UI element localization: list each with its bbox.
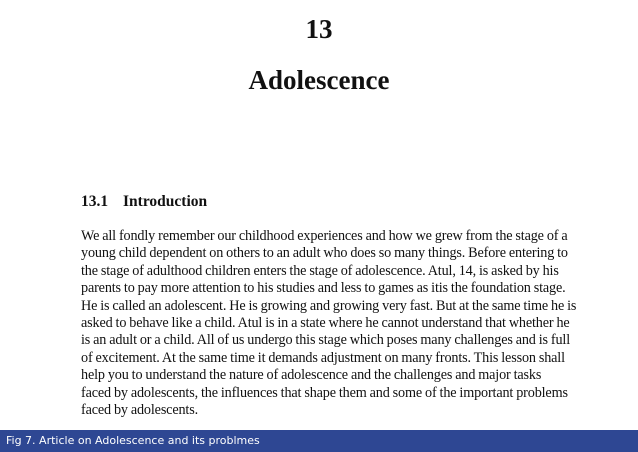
paragraph-line: faced by adolescents. <box>81 402 198 419</box>
paragraph-line: young child dependent on others to an adult who does so many things. Before entering to <box>81 245 568 262</box>
paragraph-line: We all fondly remember our childhood experiences and how we grew from the stage of a <box>81 228 568 244</box>
paragraph-line: asked to behave like a child. Atul is in a state where he cannot understand that whether he <box>81 315 570 332</box>
paragraph-line: of excitement. At the same time it demands adjustment on many fronts. This lesson shall <box>81 349 565 366</box>
section-number: 13.1 <box>81 193 109 210</box>
paragraph-line: He is called an adolescent. He is growing and growing very fast. But at the same time he is <box>81 297 577 314</box>
chapter-title: Adolescence <box>248 65 390 95</box>
paragraph-line: faced by adolescents, the influences that shape them and some of the important problems <box>81 384 568 401</box>
caption-bar <box>0 430 638 452</box>
paragraph-line: the stage of adulthood children enters the stage of adolescence. Atul, 14, is asked by his <box>81 262 559 279</box>
section-heading <box>81 192 207 212</box>
section-title: Introduction <box>123 193 208 210</box>
chapter-number: 13 <box>305 14 333 44</box>
figure-caption: Fig 7. Article on Adolescence and its problmes <box>6 434 260 447</box>
paragraph-line: parents to pay more attention to his studies and less to games as itis the foundation stage. <box>81 280 566 297</box>
body-paragraph <box>81 228 581 419</box>
paragraph-line: is an adult or a child. All of us undergo this stage which poses many challenges and is full <box>81 332 571 349</box>
paragraph-line: help you to understand the nature of adolescence and the challenges and major tasks <box>81 367 542 384</box>
